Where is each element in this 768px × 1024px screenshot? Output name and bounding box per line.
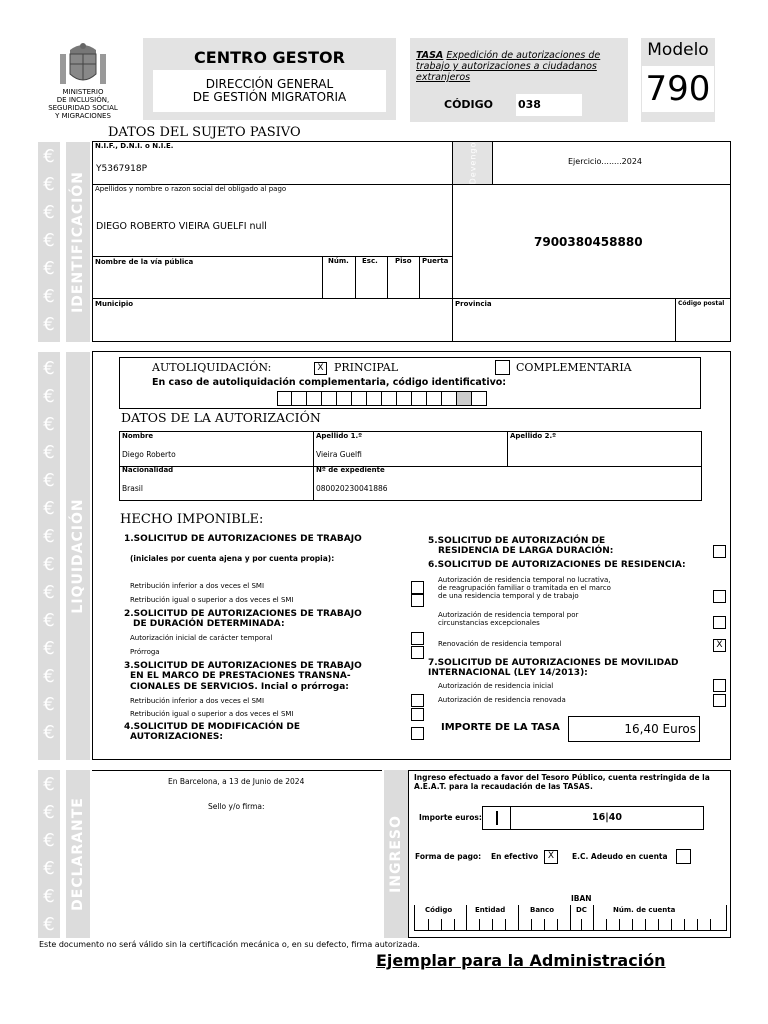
devengo-cell: Devengo bbox=[453, 142, 492, 184]
h6-heading: 6.SOLICITUD DE AUTORIZACIONES DE RESIDENCIA: bbox=[428, 560, 686, 570]
tasa-description: TASA Expedición de autorizaciones de trabajo y autorizaciones a ciudadanos extranjeros bbox=[416, 50, 601, 83]
h3-heading-b: EN EL MARCO DE PRESTACIONES TRANSNA- bbox=[130, 671, 351, 681]
importe-tasa-label: IMPORTE DE LA TASA bbox=[441, 722, 560, 733]
esc-label: Esc. bbox=[362, 257, 378, 265]
h7-option-1: Autorización de residencia inicial bbox=[438, 682, 554, 690]
iban-label: IBAN bbox=[571, 894, 592, 903]
h7-heading-b: INTERNACIONAL (LEY 14/2013): bbox=[428, 668, 588, 678]
hecho-imponible-title: HECHO IMPONIBLE: bbox=[120, 512, 264, 527]
h7-option-1-checkbox[interactable] bbox=[713, 679, 726, 692]
ejercicio-value: Ejercicio........2024 bbox=[568, 157, 643, 166]
h1-option-1-checkbox[interactable] bbox=[411, 581, 424, 594]
complementaria-checkbox[interactable] bbox=[495, 360, 510, 375]
h7-option-2-checkbox[interactable] bbox=[713, 694, 726, 707]
ministry-logo bbox=[52, 40, 114, 92]
h6-option-2: Autorización de residencia temporal por circunstancias excepcionales bbox=[438, 611, 579, 627]
importe-tasa-value: 16,40 Euros bbox=[568, 716, 700, 742]
complementaria-label: COMPLEMENTARIA bbox=[516, 361, 632, 374]
aut-expediente-value: 080020230041886 bbox=[316, 484, 388, 493]
h6-option-3-checkbox[interactable]: X bbox=[713, 639, 726, 652]
piso-label: Piso bbox=[395, 257, 412, 265]
h4-checkbox[interactable] bbox=[411, 727, 424, 740]
col-codigo: Código bbox=[425, 906, 453, 914]
h2-option-1-checkbox[interactable] bbox=[411, 632, 424, 645]
municipio-label: Municipio bbox=[95, 300, 134, 308]
codigo-label: CÓDIGO bbox=[444, 98, 494, 111]
h3-option-1: Retribución inferior a dos veces el SMI bbox=[130, 697, 265, 705]
nombre-label: Apellidos y nombre o razon social del obligado al pago bbox=[95, 185, 287, 193]
puerta-label: Puerta bbox=[422, 257, 449, 265]
h1-heading: 1.SOLICITUD DE AUTORIZACIONES DE TRABAJO bbox=[124, 534, 362, 544]
ministry-name: MINISTERIO DE INCLUSIÓN, SEGURIDAD SOCIAL Y MIGRACIONES bbox=[48, 88, 118, 120]
ejemplar-title: Ejemplar para la Administración bbox=[376, 951, 666, 970]
importe-euros-label: Importe euros: bbox=[419, 813, 482, 822]
lugar-fecha: En Barcelona, a 13 de Junio de 2024 bbox=[168, 777, 305, 786]
adeudo-checkbox[interactable] bbox=[676, 849, 691, 864]
efectivo-label: En efectivo bbox=[491, 852, 539, 861]
nif-value: Y5367918P bbox=[96, 164, 148, 174]
h1-option-2-checkbox[interactable] bbox=[411, 594, 424, 607]
principal-checkbox[interactable]: X bbox=[314, 362, 327, 375]
efectivo-checkbox[interactable]: X bbox=[544, 850, 558, 864]
h2-option-2: Prórroga bbox=[130, 648, 160, 656]
h3-option-2: Retribución igual o superior a dos veces el SMI bbox=[130, 710, 294, 718]
validity-note: Este documento no será válido sin la certificación mecánica o, en su defecto, firma autorizada. bbox=[39, 940, 420, 949]
centro-gestor-box bbox=[143, 38, 396, 120]
codigo-value: 038 bbox=[516, 94, 582, 116]
nombre-value: DIEGO ROBERTO VIEIRA GUELFI null bbox=[96, 221, 267, 232]
declarante-euro-column: € € € € € € bbox=[38, 770, 60, 938]
justificante-number: 7900380458880 bbox=[534, 235, 643, 249]
h6-option-1-checkbox[interactable] bbox=[713, 590, 726, 603]
col-banco: Banco bbox=[530, 906, 555, 914]
sello-firma: Sello y/o firma: bbox=[208, 802, 265, 811]
col-cuenta: Núm. de cuenta bbox=[613, 906, 676, 914]
h3-heading-c: CIONALES DE SERVICIOS. Incial o prórroga: bbox=[130, 682, 349, 692]
ingreso-side-band: INGRESO bbox=[384, 770, 408, 938]
liquidacion-euro-column: € € € € € € € € € € € € € € bbox=[38, 352, 60, 760]
modelo-label: Modelo bbox=[647, 40, 709, 60]
autorizacion-title: DATOS DE LA AUTORIZACIÓN bbox=[121, 410, 321, 425]
col-dc: DC bbox=[576, 906, 587, 914]
h4-heading-a: 4.SOLICITUD DE MODIFICACIÓN DE bbox=[124, 722, 301, 732]
h2-option-1: Autorización inicial de carácter temporal bbox=[130, 634, 273, 642]
via-label: Nombre de la vía pública bbox=[95, 258, 194, 266]
centro-gestor-title: CENTRO GESTOR bbox=[194, 48, 345, 67]
h3-option-1-checkbox[interactable] bbox=[411, 694, 424, 707]
declarante-side-band: DECLARANTE bbox=[66, 770, 90, 938]
h4-heading-b: AUTORIZACIONES: bbox=[130, 732, 223, 742]
adeudo-label: E.C. Adeudo en cuenta bbox=[572, 852, 668, 861]
num-label: Núm. bbox=[328, 257, 349, 265]
h1-option-1: Retribución inferior a dos veces el SMI bbox=[130, 582, 265, 590]
aut-apellido1-label: Apellido 1.º bbox=[316, 432, 363, 440]
aut-nacionalidad-value: Brasil bbox=[122, 484, 143, 493]
aut-expediente-label: Nº de expediente bbox=[316, 466, 385, 474]
col-entidad: Entidad bbox=[475, 906, 506, 914]
h1-subheading: (iniciales por cuenta ajena y por cuenta propia): bbox=[130, 554, 335, 563]
aut-nombre-label: Nombre bbox=[122, 432, 154, 440]
tasa-box bbox=[410, 38, 628, 122]
h3-heading-a: 3.SOLICITUD DE AUTORIZACIONES DE TRABAJO bbox=[124, 661, 362, 671]
h7-option-2: Autorización de residencia renovada bbox=[438, 696, 566, 704]
sujeto-section-title: DATOS DEL SUJETO PASIVO bbox=[108, 125, 301, 140]
h1-option-2: Retribución igual o superior a dos veces el SMI bbox=[130, 596, 294, 604]
principal-label: PRINCIPAL bbox=[334, 361, 399, 374]
importe-euros-value: 16|40 bbox=[592, 812, 622, 823]
h2-option-2-checkbox[interactable] bbox=[411, 646, 424, 659]
modelo-box bbox=[641, 38, 715, 122]
modelo-number: 790 bbox=[642, 66, 714, 112]
identificacion-side-band: IDENTIFICACIÓN bbox=[66, 142, 90, 342]
provincia-label: Provincia bbox=[455, 300, 492, 308]
forma-pago-label: Forma de pago: bbox=[415, 852, 482, 861]
complementaria-instruction: En caso de autoliquidación complementaria, código identificativo: bbox=[152, 377, 507, 388]
identificacion-euro-column: € € € € € € € bbox=[38, 142, 60, 342]
h6-option-1: Autorización de residencia temporal no lucrativa, de reagrupación familiar o tramitada en el marco de una residencia temporal y de trabajo bbox=[438, 576, 611, 600]
aut-nacionalidad-label: Nacionalidad bbox=[122, 466, 174, 474]
h5-checkbox[interactable] bbox=[713, 545, 726, 558]
h2-heading-b: DE DURACIÓN DETERMINADA: bbox=[133, 619, 285, 629]
h7-heading-a: 7.SOLICITUD DE AUTORIZACIONES DE MOVILIDAD bbox=[428, 658, 679, 668]
aut-apellido1-value: Vieira Guelfi bbox=[316, 450, 362, 459]
h3-option-2-checkbox[interactable] bbox=[411, 708, 424, 721]
centro-gestor-name: DIRECCIÓN GENERAL DE GESTIÓN MIGRATORIA bbox=[153, 70, 386, 112]
liquidacion-side-band: LIQUIDACIÓN bbox=[66, 352, 90, 760]
cp-label: Código postal bbox=[678, 300, 725, 307]
aut-nombre-value: Diego Roberto bbox=[122, 450, 176, 459]
h2-heading-a: 2.SOLICITUD DE AUTORIZACIONES DE TRABAJO bbox=[124, 609, 362, 619]
complementaria-code-boxes[interactable] bbox=[277, 391, 487, 406]
h5-heading-a: 5.SOLICITUD DE AUTORIZACIÓN DE bbox=[428, 536, 606, 546]
ingreso-text: Ingreso efectuado a favor del Tesoro Público, cuenta restringida de la A.E.A.T. para la recaudación de las TASAS. bbox=[414, 773, 710, 791]
h5-heading-b: RESIDENCIA DE LARGA DURACIÓN: bbox=[438, 546, 614, 556]
nif-label: N.I.F., D.N.I. o N.I.E. bbox=[95, 142, 174, 150]
cuenta-columns bbox=[414, 905, 726, 931]
h6-option-3: Renovación de residencia temporal bbox=[438, 640, 562, 648]
coat-of-arms-icon bbox=[52, 40, 114, 92]
h6-option-2-checkbox[interactable] bbox=[713, 616, 726, 629]
aut-apellido2-label: Apellido 2.º bbox=[510, 432, 557, 440]
autoliquidacion-label: AUTOLIQUIDACIÓN: bbox=[152, 361, 272, 374]
